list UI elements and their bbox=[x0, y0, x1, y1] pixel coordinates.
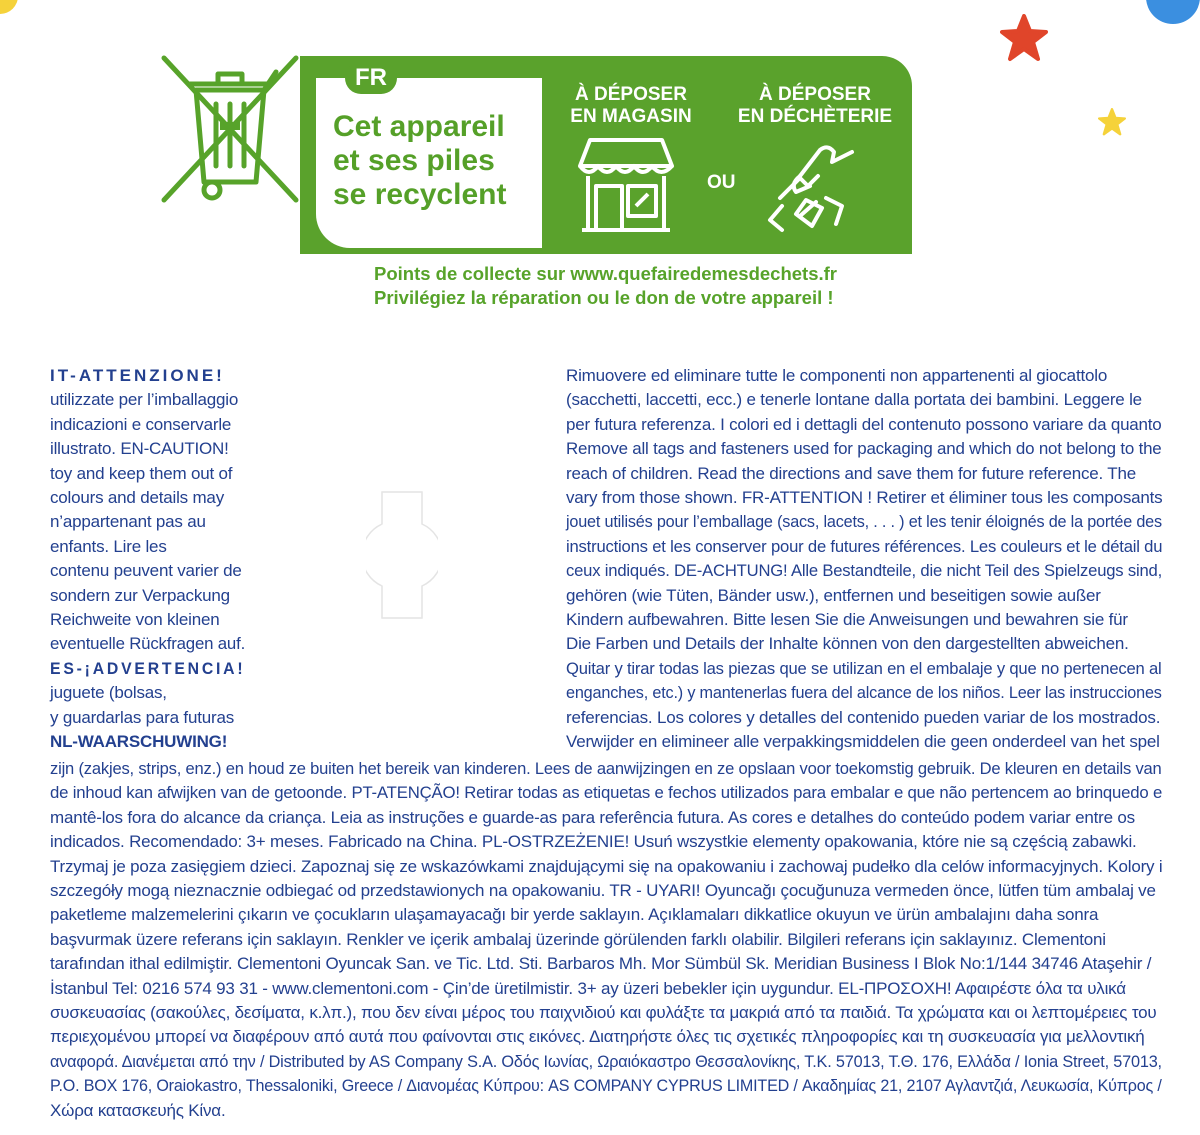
store-drop-line: À DÉPOSER bbox=[575, 84, 687, 105]
text-line: İstanbul Tel: 0216 574 93 31 - www.clementoni.com - Çin’de üretilmistir. 3+ ay üzeri bebekler için uygundur. EL-ΠΡΟΣΟΧΗ! Αφαιρέστε όλα τα υλικά bbox=[50, 978, 1126, 998]
store-icon bbox=[576, 136, 676, 236]
collect-line: Privilégiez la réparation ou le don de votre appareil ! bbox=[374, 287, 834, 308]
text-line: Kindern aufbewahren. Bitte lesen Sie die Anweisungen und bewahren sie für bbox=[566, 610, 1128, 630]
deco-blue-circle bbox=[1146, 0, 1200, 24]
store-drop-line: EN MAGASIN bbox=[570, 106, 692, 127]
crossed-bin-icon bbox=[160, 54, 300, 204]
text-line: tarafından ithal edilmiştir. Clementoni Oyuncak San. ve Tic. Ltd. Sti. Barbaros Mh. Mor Sümbül Sk. Meridian Business I Blok No:1/144 34746 Ataşehir / bbox=[50, 954, 1152, 974]
or-label: OU bbox=[707, 172, 736, 193]
text-line: szczegóły mogą nieznacznie odbiegać od przedstawionych na opakowaniu. TR - UYARI! Oyuncağı çocuğunuza vermeden önce, lütfen tüm ambalaj ve bbox=[50, 881, 1156, 901]
warning-full-paragraph bbox=[50, 757, 1162, 1123]
text-line: Χώρα κατασκευής Κίνα. bbox=[50, 1100, 226, 1120]
it-warning-heading: IT-ATTENZIONE! bbox=[50, 366, 225, 385]
text-line: eventuelle Rückfragen auf. bbox=[50, 634, 246, 654]
text-line: αναφορά. Διανέμεται από την / Distributed by AS Company S.A. Οδός Ιωνίας, Ωραιόκαστρο Θεσσαλονίκης, Τ.Κ. 57013, Τ.Θ. 176, Ελλάδα / Ionia Street, 57013, bbox=[50, 1051, 1162, 1071]
text-line: instructions et les conserver pour de futures références. Les couleurs et le détail du bbox=[566, 536, 1163, 556]
text-line: Verwijder en elimineer alle verpakkingsmiddelen die geen onderdeel van het spel bbox=[566, 732, 1160, 752]
text-line: sondern zur Verpackung bbox=[50, 585, 230, 605]
text-line: indicados. Recomendado: 3+ meses. Fabricado na China. PL-OSTRZEŻENIE! Usuń wszystkie elementy opakowania, które nie są częścią zabawki. bbox=[50, 832, 1137, 852]
recycle-title-line: se recyclent bbox=[333, 178, 507, 211]
text-line: Rimuovere ed eliminare tutte le componenti non appartenenti al giocattolo bbox=[566, 366, 1108, 385]
recycle-title bbox=[333, 110, 543, 212]
text-line: Trzymaj je poza zasięgiem dzieci. Zapoznaj się ze wskazówkami znajdującymi się na opakowaniu i zachowaj pudełko dla celów informacyjnych. Kolory i bbox=[50, 856, 1163, 876]
text-line: Remove all tags and fasteners used for packaging and which do not belong to the bbox=[566, 439, 1162, 459]
text-line: colours and details may bbox=[50, 488, 224, 508]
text-line: P.O. BOX 176, Oraiokastro, Thessaloniki, Greece / Διανομέας Κύπρου: AS COMPANY CYPRUS LIMITED / Ακαδημίας 21, 2107 Αγλαντζιά, Λευκωσία, Κύπρος / bbox=[50, 1076, 1162, 1096]
dump-drop-icon bbox=[760, 136, 860, 236]
text-line: vary from those shown. FR-ATTENTION ! Retirer et éliminer tous les composants bbox=[566, 488, 1163, 508]
text-line: y guardarlas para futuras bbox=[50, 707, 234, 727]
text-line: contenu peuvent varier de bbox=[50, 561, 242, 581]
recycle-title-line: et ses piles bbox=[333, 144, 495, 177]
text-line: referencias. Los colores y detalles del contenido pueden variar de los mostrados. bbox=[566, 707, 1161, 727]
text-line: gehören (wie Tüten, Bänder usw.), entfernen und beseitigen sowie außer bbox=[566, 585, 1101, 605]
text-line: zijn (zakjes, strips, enz.) en houd ze buiten het bereik van kinderen. Lees de aanwijzingen en ze opslaan voor toekomstig gebruik. De kleuren en details van bbox=[50, 759, 1162, 778]
text-line: juguete (bolsas, bbox=[50, 683, 167, 703]
text-line: toy and keep them out of bbox=[50, 463, 233, 483]
warning-right-column bbox=[566, 364, 1162, 755]
text-line: συσκευασίας (σακούλες, δεσίματα, κ.λπ.), που δεν είναι μέρος του παιχνιδιού και φυλάξτε τα μακριά από τα παιδιά. Τα χρώματα και οι λεπτομέρειες του bbox=[50, 1003, 1157, 1023]
text-line: Die Farben und Details der Inhalte können von den dargestellten abweichen. bbox=[566, 634, 1129, 654]
dump-drop-label bbox=[722, 84, 908, 128]
text-line: Reichweite von kleinen bbox=[50, 610, 220, 630]
placeholder-shape bbox=[366, 490, 438, 620]
store-drop-label bbox=[556, 84, 706, 128]
collect-line: Points de collecte sur www.quefairedemesdechets.fr bbox=[374, 263, 837, 284]
text-line: reach of children. Read the directions and save them for future reference. The bbox=[566, 463, 1136, 483]
deco-yellow-circle bbox=[0, 0, 18, 14]
text-line: enganches, etc.) y mantenerlas fuera del alcance de los niños. Leer las instrucciones bbox=[566, 683, 1162, 703]
nl-warning-heading: NL-WAARSCHUWING! bbox=[50, 732, 228, 752]
text-line: başvurmak üzere referans için saklayın. Renkler ve içerik ambalaj üzerinde görülenden farklı olabilir. Bilgileri referans için saklayınız. Clementoni bbox=[50, 929, 1106, 949]
text-line: n’appartenant pas au bbox=[50, 512, 206, 532]
deco-red-star-icon bbox=[1000, 14, 1048, 62]
text-line: paketleme malzemelerini çıkarın ve çocukların ulaşamayacağı bir yerde saklayın. Açıklamaları dikkatlice okuyun ve ürün ambalajını daha sonra bbox=[50, 905, 1099, 925]
text-line: per futura referenza. I colori ed i dettagli del contenuto possono variare da quanto bbox=[566, 414, 1162, 434]
country-badge: FR bbox=[345, 62, 397, 94]
dump-drop-line: EN DÉCHÈTERIE bbox=[737, 106, 893, 127]
text-line: Quitar y tirar todas las piezas que se utilizan en el embalaje y que no pertenecen al bbox=[566, 658, 1162, 678]
text-line: mantê-los fora do alcance da criança. Leia as instruções e guarde-as para referência futura. As cores e detalhes do conteúdo podem variar entre os bbox=[50, 807, 1135, 827]
deco-yellow-star-icon bbox=[1098, 108, 1126, 136]
text-line: jouet utilisés pour l’emballage (sacs, lacets, . . . ) et les tenir éloignés de la portée des bbox=[566, 512, 1162, 532]
recycle-title-line: Cet appareil bbox=[333, 110, 505, 143]
text-line: περιεχομένου μπορεί να διαφέρουν από αυτά που φαίνονται στις εικόνες. Διατηρήστε όλες τις σχετικές πληροφορίες και τη συσκευασία για μελλοντική bbox=[50, 1027, 1145, 1047]
collect-info bbox=[374, 262, 914, 310]
text-line: de inhoud kan afwijken van de getoonde. PT-ATENÇÃO! Retirar todas as etiquetas e fechos utilizados para embalar e que não pertencem ao brinquedo e bbox=[50, 783, 1163, 803]
text-line: (sacchetti, laccetti, ecc.) e tenerle lontane dalla portata dei bambini. Leggere le bbox=[566, 390, 1142, 410]
text-line: illustrato. EN-CAUTION! bbox=[50, 439, 229, 459]
warning-left-column bbox=[50, 364, 245, 755]
es-warning-heading: ES-¡ADVERTENCIA! bbox=[50, 658, 246, 678]
text-line: ceux indiqués. DE-ACHTUNG! Alle Bestandteile, die nicht Teil des Spielzeugs sind, bbox=[566, 561, 1163, 581]
text-line: enfants. Lire les bbox=[50, 536, 167, 556]
text-line: utilizzate per l’imballaggio bbox=[50, 390, 239, 410]
dump-drop-line: À DÉPOSER bbox=[759, 84, 871, 105]
text-line: indicazioni e conservarle bbox=[50, 414, 232, 434]
